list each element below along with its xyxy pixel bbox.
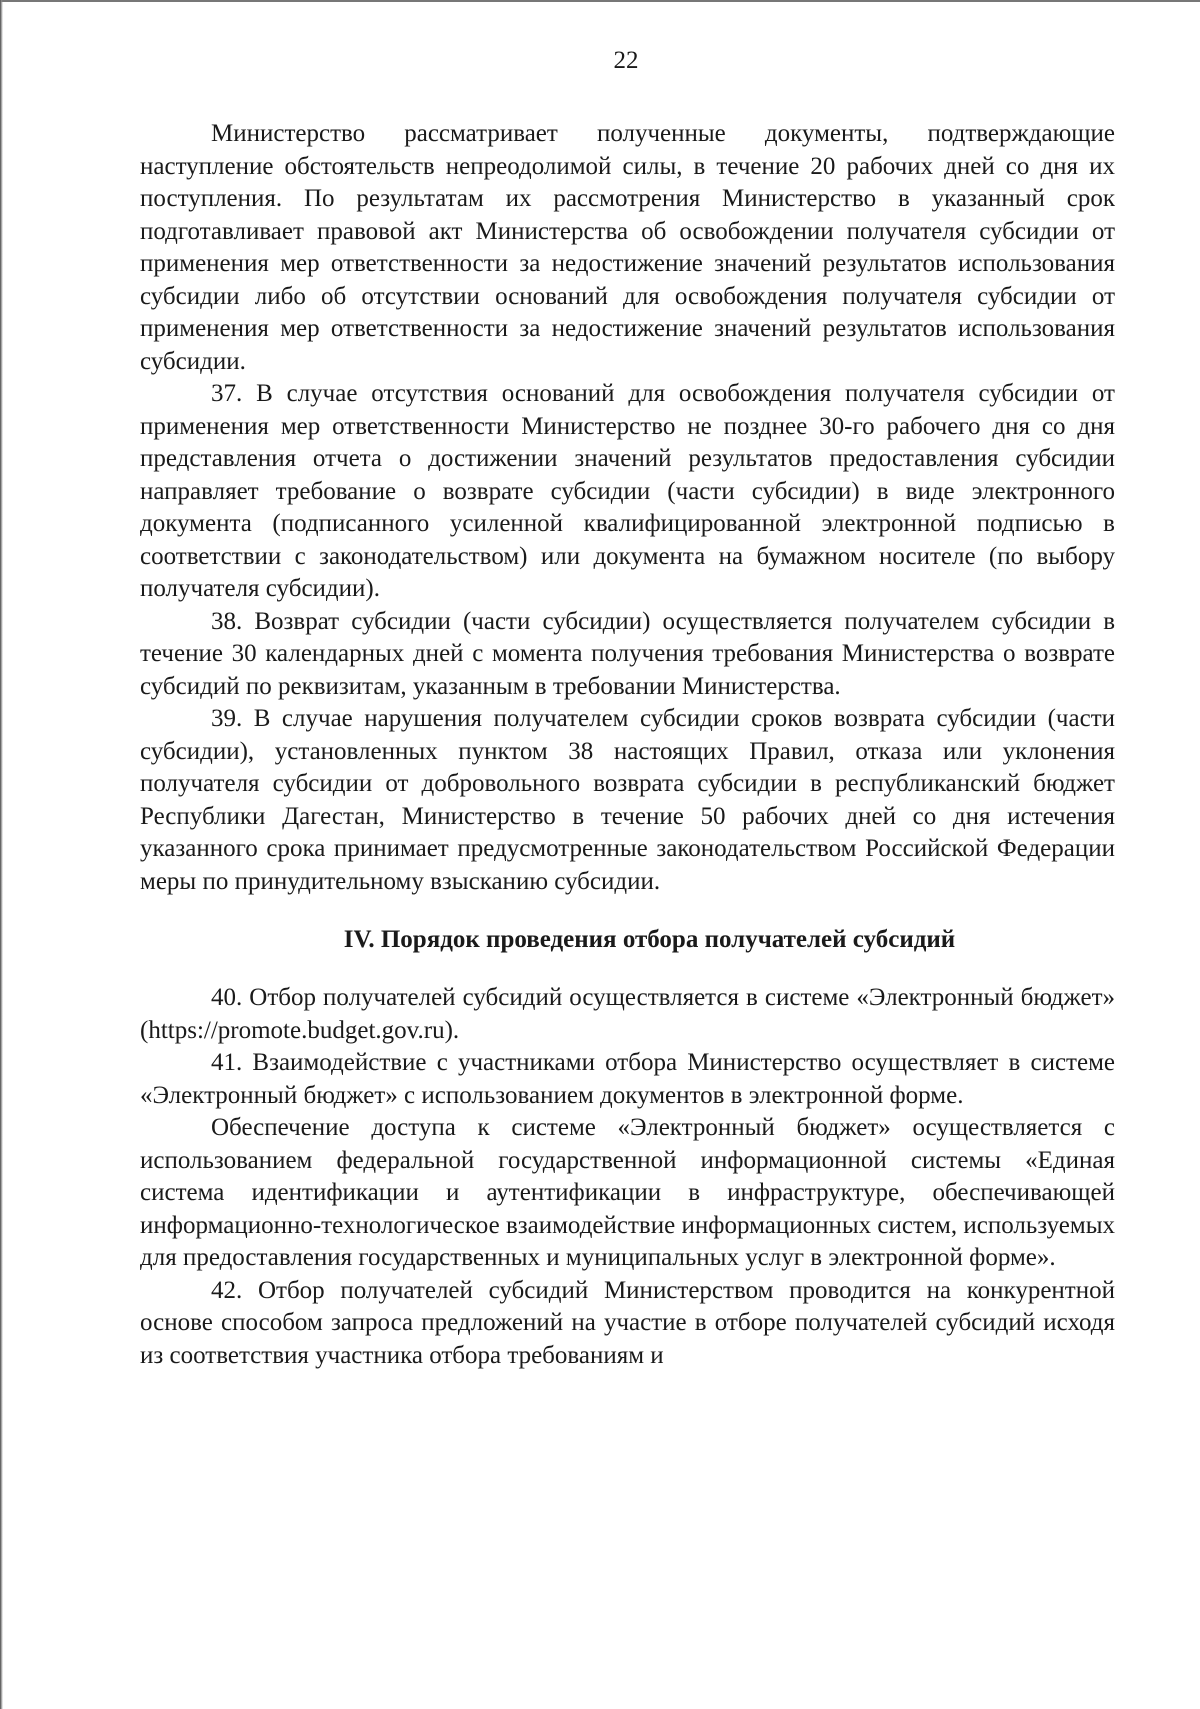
paragraph-39: 39. В случае нарушения получателем субсидии сроков возврата субсидии (части субсидии), установленных пунктом 38 настоящих Правил, отказа или уклонения получателя субсидии от добровольного возврата субсидии в республиканский бюджет Республики Дагестан, Министерство в течение 50 рабочих дней со дня истечения указанного срока принимает предусмотренные законодательством Российской Федерации меры по принудительному взысканию субсидии. [140, 705, 1115, 895]
document-body [140, 118, 1115, 1372]
section-heading: IV. Порядок проведения отбора получателей субсидий [343, 926, 956, 953]
paragraph-40: 40. Отбор получателей субсидий осуществляется в системе «Электронный бюджет» (https://promote.budget.gov.ru). [140, 984, 1115, 1044]
paragraph-38: 38. Возврат субсидии (части субсидии) осуществляется получателем субсидии в течение 30 календарных дней с момента получения требования Министерства о возврате субсидий по реквизитам, указанным в требовании Министерства. [140, 607, 1115, 700]
paragraph-41: 41. Взаимодействие с участниками отбора Министерство осуществляет в системе «Электронный бюджет» с использованием документов в электронной форме. [140, 1049, 1115, 1109]
page-number: 22 [613, 47, 639, 74]
paragraph-force-majeure-review: Министерство рассматривает полученные документы, подтверждающие наступление обстоятельств непреодолимой силы, в течение 20 рабочих дней со дня их поступления. По результатам их рассмотрения Министерство в указанный срок подготавливает правовой акт Министерства об освобождении получателя субсидии от применения мер ответственности за недостижение значений результатов использования субсидии либо об отсутствии оснований для освобождения получателя субсидии от применения мер ответственности за недостижение значений результатов использования субсидии. [140, 120, 1115, 375]
paragraph-system-access: Обеспечение доступа к системе «Электронный бюджет» осуществляется с использованием федеральной государственной информационной системы «Единая система идентификации и аутентификации в инфраструктуре, обеспечивающей информационно-технологическое взаимодействие информационных систем, используемых для предоставления государственных и муниципальных услуг в электронной форме». [140, 1114, 1115, 1271]
paragraph-37: 37. В случае отсутствия оснований для освобождения получателя субсидии от применения мер ответственности Министерство не позднее 30-го рабочего дня со дня представления отчета о достижении значений результатов предоставления субсидии направляет требование о возврате субсидии (части субсидии) в виде электронного документа (подписанного усиленной квалифицированной электронной подписью в соответствии с законодательством) или документа на бумажном носителе (по выбору получателя субсидии). [140, 380, 1115, 602]
scan-edge-left [0, 0, 3, 1709]
scan-edge-top [0, 0, 1200, 2]
paragraph-42: 42. Отбор получателей субсидий Министерством проводится на конкурентной основе способом запроса предложений на участие в отборе получателей субсидий исходя из соответствия участника отбора требованиям и [140, 1276, 1115, 1369]
